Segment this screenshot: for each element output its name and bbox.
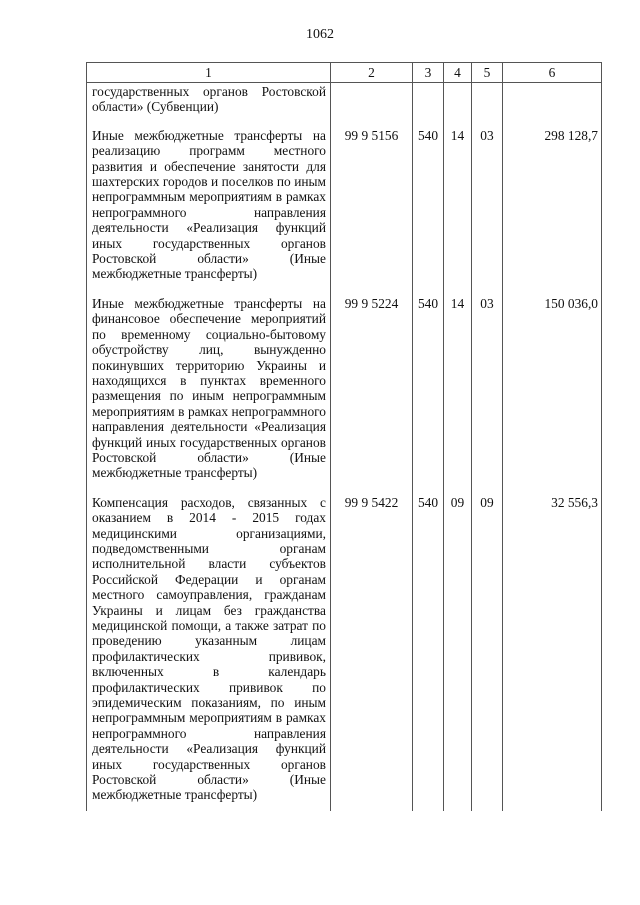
budget-table [86, 62, 602, 811]
row-col-4: 09 [444, 489, 472, 811]
row-amount: 150 036,0 [503, 290, 602, 489]
row-col-3: 540 [413, 122, 444, 290]
table-row [87, 290, 602, 489]
row-col-4: 14 [444, 122, 472, 290]
table-row [87, 489, 602, 811]
header-col-1: 1 [87, 63, 331, 83]
row-name: Компенсация расходов, связанных с оказанием в 2014 - 2015 годах медицинскими организациями, подведомственными органам исполнительной власти субъектов Российской Федерации и органам местного самоуправления, гражданам Украины и лицам без гражданства медицинской помощи, а также затрат по проведению указанным лицам профилактических прививок, включенных в календарь профилактических прививок по эпидемическим показаниям, по иным непрограммным мероприятиям в рамках непрограммного направления деятельности «Реализация функций иных государственных органов Ростовской области» (Иные межбюджетные трансферты) [87, 489, 331, 811]
row-name: Иные межбюджетные трансферты на финансовое обеспечение мероприятий по временному социально-бытовому обустройству лиц, вынужденно покинувших территорию Украины и находящихся в пунктах временного размещения по иным непрограммным мероприятиям в рамках непрограммного направления деятельности «Реализация функций иных государственных органов Ростовской области» (Иные межбюджетные трансферты) [87, 290, 331, 489]
table-header-row [87, 63, 602, 83]
row-code: 99 9 5156 [331, 122, 413, 290]
header-col-6: 6 [503, 63, 602, 83]
row-col-4: 14 [444, 290, 472, 489]
row-col-5: 03 [472, 122, 503, 290]
header-col-5: 5 [472, 63, 503, 83]
row-amount: 298 128,7 [503, 122, 602, 290]
header-col-4: 4 [444, 63, 472, 83]
page-number: 1062 [306, 27, 334, 42]
table-row [87, 122, 602, 290]
row-code: 99 9 5422 [331, 489, 413, 811]
row-name: Иные межбюджетные трансферты на реализацию программ местного развития и обеспечение занятости для шахтерских городов и поселков по иным непрограммным мероприятиям в рамках непрограммного направления деятельности «Реализация функций иных государственных органов Ростовской области» (Иные межбюджетные трансферты) [87, 122, 331, 290]
header-col-3: 3 [413, 63, 444, 83]
row-name: государственных органов Ростовской области» (Субвенции) [87, 83, 331, 122]
row-col-5: 09 [472, 489, 503, 811]
row-col-3: 540 [413, 290, 444, 489]
row-amount: 32 556,3 [503, 489, 602, 811]
table-row-continuation [87, 83, 602, 122]
header-col-2: 2 [331, 63, 413, 83]
row-col-3: 540 [413, 489, 444, 811]
row-col-5: 03 [472, 290, 503, 489]
row-code: 99 9 5224 [331, 290, 413, 489]
